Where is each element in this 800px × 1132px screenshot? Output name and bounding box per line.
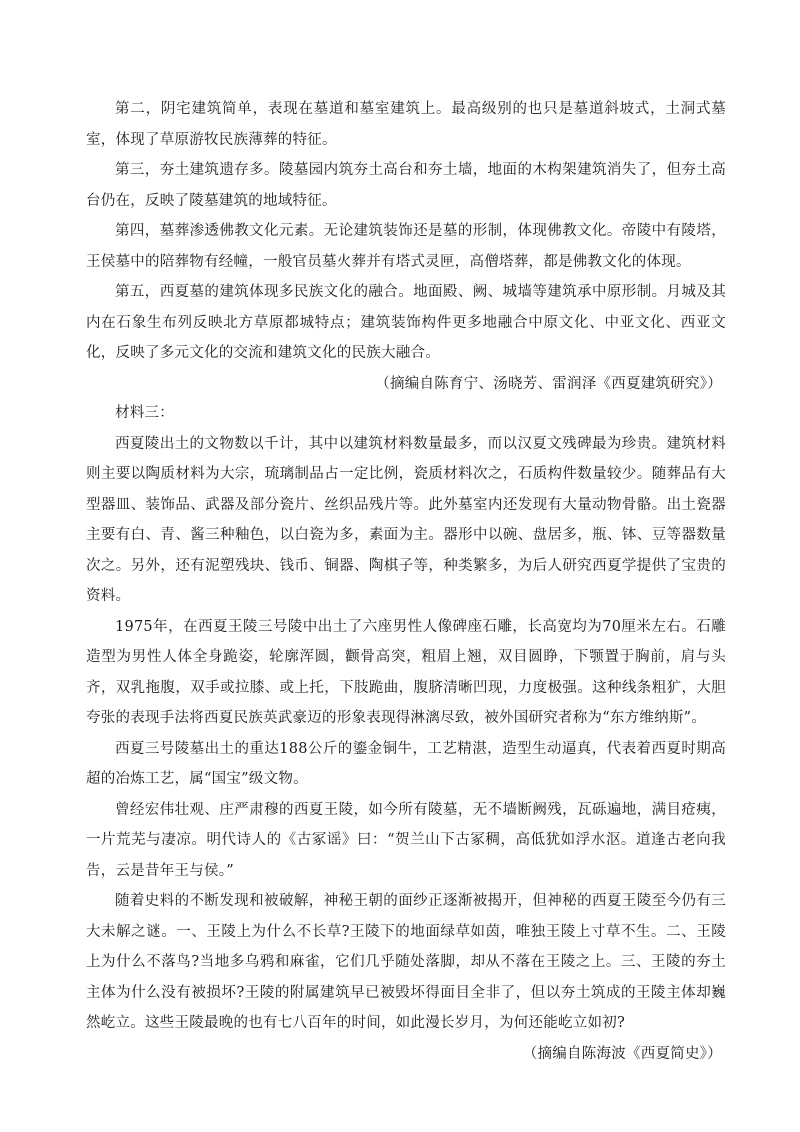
paragraph-point-four: 第四，墓葬渗透佛教文化元素。无论建筑装饰还是墓的形制，体现佛教文化。帝陵中有陵塔，王侯墓中的陪葬物有经幢，一般官员墓火葬并有塔式灵匣，高僧塔葬，都是佛教文化的体现。 [86,223,726,270]
source-citation-two: （摘编自陈育宁、汤晓芳、雷润泽《西夏建筑研究》） [375,375,722,392]
source-citation-three: （摘编自陈海波《西夏简史》） [522,1045,722,1062]
material-three-label: 材料三： [115,405,174,421]
paragraph-bronze-ox: 西夏三号陵墓出土的重达188公斤的鎏金铜牛，工艺精湛，造型生动逼真，代表着西夏时期高超的冶炼工艺，属“国宝”级文物。 [86,740,726,787]
paragraph-mysteries: 随着史料的不断发现和被破解，神秘王朝的面纱正逐渐被揭开，但神秘的西夏王陵至今仍有三大未解之谜。一、王陵上为什么不长草?王陵下的地面绿草如茵，唯独王陵上寸草不生。二、王陵上为什么不落鸟?当地多乌鸦和麻雀，它们几乎随处落脚，却从不落在王陵之上。三、王陵的夯土主体为什么没有被损坏?王陵的附属建筑早已被毁坏得面目全非了，但以夯土筑成的王陵主体却巍然屹立。这些王陵最晚的也有七八百年的时间，如此漫长岁月，为何还能屹立如初? [86,893,726,1031]
paragraph-ruins: 曾经宏伟壮观、庄严肃穆的西夏王陵，如今所有陵墓，无不墙断阙残，瓦砾遍地，满目疮痍，一片荒芜与凄凉。明代诗人的《古冢谣》曰：“贺兰山下古冢稠，高低犹如浮水沤。道逢古老向我告，云是昔年王与侯。” [86,801,726,879]
material-three-section [86,398,726,1069]
paragraph-point-three: 第三，夯土建筑遗存多。陵墓园内筑夯土高台和夯土墙，地面的木构架建筑消失了，但夯土高台仍在，反映了陵墓建筑的地域特征。 [86,162,726,209]
paragraph-point-five: 第五，西夏墓的建筑体现多民族文化的融合。地面殿、阙、城墙等建筑承中原形制。月城及其内在石象生布列反映北方草原都城特点；建筑装饰构件更多地融合中原文化、中亚文化、西亚文化，反映了多元文化的交流和建筑文化的民族大融合。 [86,284,726,361]
paragraph-stone-statues: 1975年，在西夏王陵三号陵中出土了六座男性人像碑座石雕，长高宽均为70厘米左右。石雕造型为男性人体全身跪姿，轮廓浑圆，颧骨高突，粗眉上翘，双目圆睁，下颚置于胸前，肩与头齐，双乳拖腹，双手或拉膝、或上托，下肢跪曲，腹脐清晰凹现，力度极强。这种线条粗犷，大胆夸张的表现手法将西夏民族英武豪迈的形象表现得淋漓尽致，被外国研究者称为“东方维纳斯”。 [86,618,726,726]
material-two-section [86,94,726,399]
paragraph-point-two: 第二，阴宅建筑简单，表现在墓道和墓室建筑上。最高级别的也只是墓道斜坡式，土洞式墓室，体现了草原游牧民族薄葬的特征。 [86,101,726,148]
paragraph-relics: 西夏陵出土的文物数以千计，其中以建筑材料数量最多，而以汉夏文残碑最为珍贵。建筑材料则主要以陶质材料为大宗，琉璃制品占一定比例，瓷质材料次之，石质构件数量较少。随葬品有大型器皿、装饰品、武器及部分瓷片、丝织品残片等。此外墓室内还发现有大量动物骨骼。出土瓷器主要有白、青、酱三种釉色，以白瓷为多，素面为主。器形中以碗、盘居多，瓶、钵、豆等器数量次之。另外，还有泥塑残块、钱币、铜器、陶棋子等，种类繁多，为后人研究西夏学提供了宝贵的资料。 [86,435,726,604]
